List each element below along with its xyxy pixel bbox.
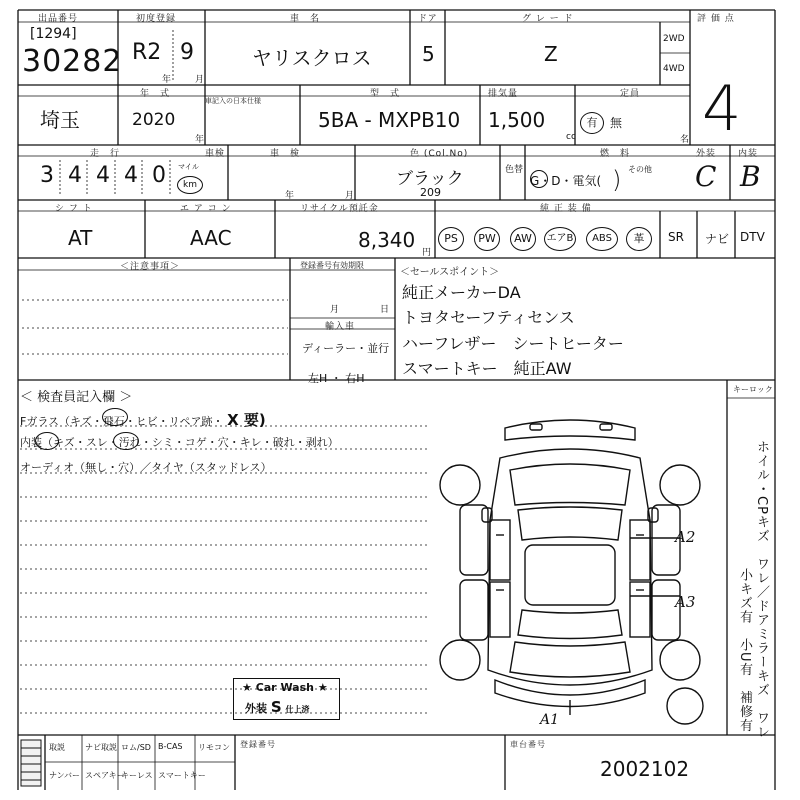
- fuel-other-label: その他: [628, 165, 652, 174]
- equip-abs: [586, 227, 618, 251]
- equip-pw: [474, 227, 500, 251]
- turbo-yes: 有: [586, 116, 598, 129]
- equip-leather: [626, 227, 652, 251]
- inspection-audio: オーディオ（無し・穴）／タイヤ（スタッドレス）: [20, 461, 272, 474]
- label-vehicle-inspection: 車 検: [270, 149, 301, 159]
- turbo-yes-circle: [580, 112, 604, 134]
- doc-rom-sd: ロム/SD: [121, 743, 151, 752]
- unit-cc: cc: [566, 132, 576, 142]
- color-code: 209: [420, 186, 441, 199]
- lot-code: [1294]: [30, 26, 77, 42]
- recycle-fee: 8,340: [358, 228, 416, 252]
- displacement: 1,500: [488, 108, 546, 132]
- unit-persons: 名: [680, 135, 690, 145]
- label-car-name: 車 名: [290, 14, 321, 24]
- doc-navi-disc: ナビ取説: [85, 743, 117, 752]
- unit-mile: マイル: [178, 163, 199, 171]
- label-recycle: リサイクル預託金: [300, 204, 379, 214]
- equip-ps: [438, 227, 464, 251]
- drive-2wd: 2WD: [663, 34, 685, 44]
- doc-bcas: B-CAS: [158, 742, 183, 751]
- equip-aw: [510, 227, 536, 251]
- car-wash-grade: S: [270, 698, 282, 716]
- sales-point-1: 純正メーカーDA: [402, 283, 521, 302]
- doc-remote: リモコン: [198, 743, 230, 752]
- equip-airbag-label: エアB: [546, 233, 574, 244]
- grade-value: Z: [544, 42, 558, 66]
- lot-number: 30282: [22, 44, 123, 79]
- exterior-grade: C: [695, 160, 717, 193]
- inspection-windshield: [20, 409, 266, 430]
- fuel-options: G・D・電気(: [530, 174, 602, 188]
- unit-km: km: [183, 180, 197, 190]
- label-score: 評 価 点: [697, 14, 735, 24]
- doc-smart-key: スマートキー: [158, 771, 206, 780]
- turbo-no: 無: [610, 116, 623, 130]
- interior-grade: B: [740, 160, 761, 193]
- label-model-year: 年 式: [140, 89, 171, 99]
- label-chassis-number: 車台番号: [510, 740, 546, 749]
- unit-month: 月: [195, 75, 205, 85]
- doc-spare-key: スペアキー: [85, 771, 125, 780]
- label-import: 輸入車: [325, 322, 356, 332]
- reg-era-year: R2: [132, 40, 162, 65]
- import-options: ディーラー・並行: [302, 342, 390, 355]
- label-sales-points: ＜セールスポイント＞: [400, 267, 500, 278]
- label-doors: ドア: [418, 14, 438, 24]
- equip-abs-label: ABS: [592, 233, 612, 244]
- steering-options: 左H ・ 右H: [308, 372, 365, 385]
- transmission: AT: [68, 226, 93, 250]
- unit-month-2: 月: [345, 191, 355, 201]
- label-reg-expiry: 登録番号有効期限: [300, 261, 364, 270]
- car-wash-done: 仕上済: [285, 705, 310, 714]
- windshield-note: Fガラス（キズ・飛石・ヒビ・リペア跡・: [20, 415, 224, 428]
- unit-month-3: 月: [330, 305, 340, 315]
- chassis-number: 2002102: [600, 757, 690, 781]
- sales-point-3: ハーフレザー シートヒーター: [402, 334, 624, 353]
- doc-keyless: キーレス: [121, 771, 153, 780]
- unit-year: 年: [162, 75, 172, 85]
- note-wheel: ホイル・CPキズ ワレ／ドアミラーキズ ワレ: [754, 440, 769, 739]
- car-diagram: [430, 410, 730, 730]
- unit-day: 日: [380, 305, 390, 315]
- color-change-label: 色替: [505, 165, 524, 175]
- doc-manual: 取説: [49, 743, 65, 752]
- label-mileage: 走 行: [90, 149, 121, 159]
- equip-leather-label: 革: [633, 232, 645, 245]
- unit-km-circle: [177, 176, 203, 194]
- note-scratch: 小キズ有 小U有 補修有: [737, 568, 752, 733]
- region: 埼玉: [40, 108, 80, 132]
- equip-airbag: [544, 227, 576, 251]
- label-fuel: 燃 料: [600, 149, 631, 159]
- label-first-reg: 初度登録: [136, 14, 177, 24]
- label-displacement: 排気量: [488, 89, 519, 99]
- color-name: ブラック: [396, 169, 464, 189]
- model-code: 5BA - MXPB10: [318, 108, 461, 132]
- label-exterior: 外装: [696, 149, 717, 159]
- damage-a1: A1: [540, 712, 560, 728]
- interior-scratch-circle: [35, 432, 59, 450]
- equip-ps-label: PS: [444, 232, 458, 245]
- car-wash-exterior-label: 外装: [245, 702, 267, 715]
- label-type: 型 式: [370, 89, 401, 99]
- mileage-digits: 34440: [40, 163, 180, 188]
- inspector-title: ＜ 検査員記入欄 ＞: [20, 390, 133, 405]
- car-wash-exterior: [245, 698, 310, 716]
- label-key-lock: キーロック: [733, 385, 773, 394]
- label-shift: シ フ ト: [55, 204, 93, 214]
- windshield-circle: [102, 408, 128, 426]
- unit-year-3: 年: [285, 191, 295, 201]
- aircon-value: AAC: [190, 226, 232, 250]
- label-spec-note: 車記入の日本仕様: [205, 97, 261, 105]
- label-interior: 内装: [738, 149, 759, 159]
- model-year: 2020: [132, 110, 176, 130]
- label-equipment: 純 正 装 備: [540, 204, 592, 214]
- damage-a3: A3: [675, 593, 696, 611]
- sales-point-2: トヨタセーフティセンス: [402, 308, 575, 327]
- equip-dtv: DTV: [740, 230, 765, 244]
- equip-sr: SR: [668, 230, 684, 244]
- car-wash-title: ★ Car Wash ★: [242, 681, 328, 694]
- label-reg-number: 登録番号: [240, 740, 276, 749]
- reg-month: 9: [180, 40, 194, 65]
- label-capacity: 定員: [620, 89, 641, 99]
- overall-score: 4: [702, 72, 742, 145]
- doc-plate: ナンバー: [49, 771, 81, 780]
- damage-a2: A2: [675, 528, 696, 546]
- label-aircon: エ ア コ ン: [180, 204, 232, 214]
- equip-pw-label: PW: [478, 232, 496, 245]
- sales-point-4: スマートキー 純正AW: [402, 359, 572, 378]
- label-grade: グ レ ー ド: [522, 14, 574, 24]
- drive-4wd: 4WD: [663, 64, 685, 74]
- inspection-interior: 内装（キズ・スレ・汚れ・シミ・コゲ・穴・キレ・破れ・剥れ）: [20, 436, 339, 449]
- unit-yen: 円: [422, 248, 432, 258]
- label-color: 色 (Col.No): [410, 149, 469, 159]
- unit-year-2: 年: [195, 135, 205, 145]
- windshield-mark: X 要): [227, 411, 266, 429]
- label-notes: ＜注意事項＞: [120, 262, 181, 272]
- car-name: ヤリスクロス: [252, 46, 372, 70]
- equip-navi: ナビ: [705, 232, 730, 246]
- fuel-gasoline-circle: [530, 170, 548, 188]
- label-inspection: 車検: [205, 149, 226, 159]
- door-count: 5: [422, 42, 435, 66]
- fuel-paren: ): [612, 166, 622, 194]
- label-lot-no: 出品番号: [38, 14, 79, 24]
- equip-aw-label: AW: [514, 232, 532, 245]
- interior-stain-circle: [113, 432, 139, 450]
